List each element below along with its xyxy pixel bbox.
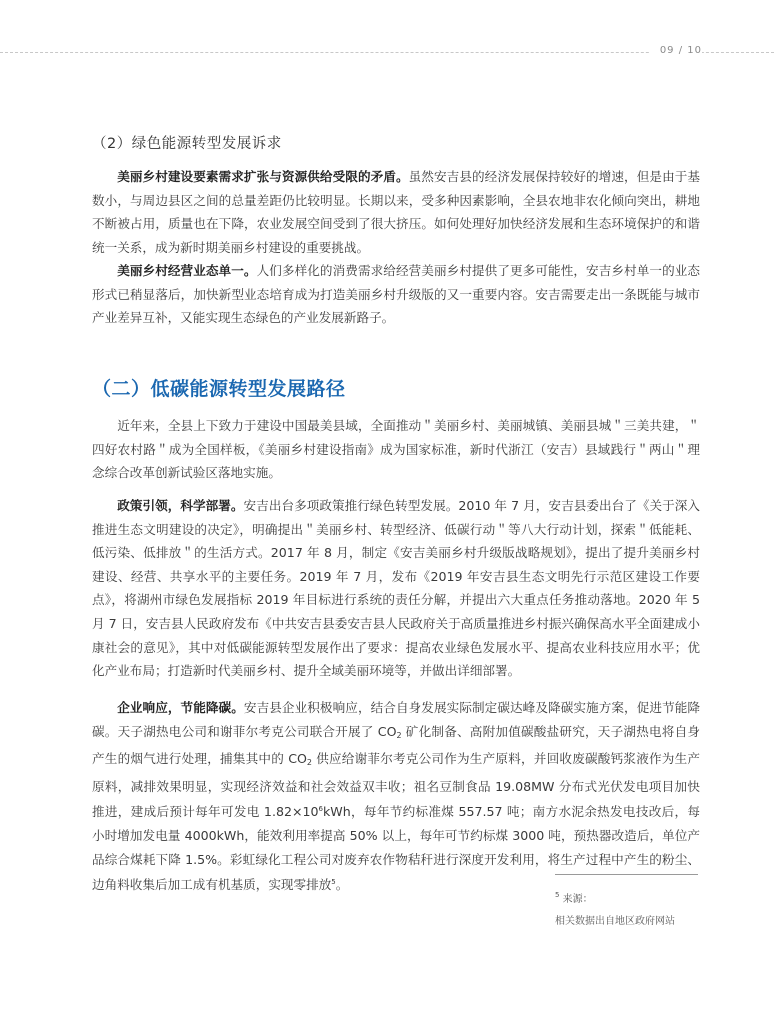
paragraph-body: 矿化制备、高附加值碳酸盐研究，天子湖热电将自身产生的烟气进行处理，捕集其中的 CO xyxy=(92,723,700,767)
page-number: 09 / 10 xyxy=(650,45,702,56)
footnote-marker: 5 xyxy=(555,891,560,899)
paragraph-lead: 企业响应，节能降碳。 xyxy=(117,700,244,715)
paragraph-body: 。 xyxy=(335,877,349,893)
footnote-source-label: 来源： xyxy=(562,894,593,905)
subscript: 2 xyxy=(396,730,402,740)
paragraph-single-format xyxy=(92,259,700,330)
section-heading-demand: （2）绿色能源转型发展诉求 xyxy=(92,136,282,152)
subscript: 2 xyxy=(306,758,312,768)
paragraph-body: 安吉县企业积极响应，结合自身发展实际制定碳达峰及降碳实施方案，促进节能降碳。天子湖热电公司和谢菲尔考克公司联合开展了 CO xyxy=(92,700,701,739)
paragraph-body: 安吉出台多项政策推行绿色转型发展。2010 年 7 月，安吉县委出台了《关于深入推进生态文明建设的决定》，明确提出＂美丽乡村、转型经济、低碳行动＂等八大行动计划，探索＂低能耗、低污染、低排放＂的生活方式。2017 年 8 月，制定《安吉美丽乡村升级版战略规划》，提出了提升美丽乡村建设、经营、共享水平的主要任务。2019 年 7 月，发布《2019 年安吉县生态文明先行示范区建设工作要点》，将湖州市绿色发展指标 2019 年目标进行系统的责任分解，并提出六大重点任务推动落地。2020 年 5 月 7 日，安吉县人民政府发布《中共安吉县委安吉县人民政府关于高质量推进乡村振兴确保高水平全面建成小康社会的意见》，其中对低碳能源转型发展作出了要求：提高农业绿色发展水平、提高农业科技应用水平；优化产业布局；打造新时代美丽乡村、提升全域美丽环境等，并做出详细部署。 xyxy=(92,498,701,679)
paragraph-lead: 政策引领，科学部署。 xyxy=(117,498,244,513)
paragraph-enterprise xyxy=(92,696,700,897)
footnote-ref[interactable]: 5 xyxy=(331,878,336,887)
paragraph-policy xyxy=(92,494,700,683)
paragraph-intro: 近年来，全县上下致力于建设中国最美县域，全面推动＂美丽乡村、美丽城镇、美丽县城＂三美共建，＂四好农村路＂成为全国样板，《美丽乡村建设指南》成为国家标准，新时代浙江（安吉）县域践行＂两山＂理念综合改革创新试验区落地实施。 xyxy=(92,418,700,481)
paragraph-body: 人们多样化的消费需求给经营美丽乡村提供了更多可能性，安吉乡村单一的业态形式已稍显落后，加快新型业态培育成为打造美丽乡村升级版的又一重要内容。安吉需要走出一条既能与城市产业差异互补，又能实现生态绿色的产业发展新路子。 xyxy=(92,263,701,326)
footnote-text: 相关数据出自地区政府网站 xyxy=(555,916,675,927)
paragraph-resource-conflict xyxy=(92,165,700,259)
superscript: 6 xyxy=(318,805,324,814)
paragraph-body: kWh，每年节约标准煤 557.57 吨；南方水泥余热发电技改后，每小时增加发电量 4000kWh，能效利用率提高 50% 以上，每年可节约标煤 3000 吨，预热器改造后，单位产品综合煤耗下降 1.5%。彩虹绿化工程公司对废弃农作物秸秆进行深度开发利用，将生产过程中产生的粉尘、边角料收集后加工成有机基质，实现零排放 xyxy=(92,804,700,893)
paragraph-body: 虽然安吉县的经济发展保持较好的增速，但是由于基数小，与周边县区之间的总量差距仍比较明显。长期以来，受多种因素影响，全县农地非农化倾向突出，耕地不断被占用，质量也在下降，农业发展空间受到了很大挤压。如何处理好加快经济发展和生态环境保护的和谐统一关系，成为新时期美丽乡村建设的重要挑战。 xyxy=(92,169,701,255)
footnote-rule xyxy=(555,874,698,875)
footnote-source xyxy=(555,890,593,905)
section-heading-path: （二）低碳能源转型发展路径 xyxy=(92,378,346,400)
paragraph-lead: 美丽乡村经营业态单一。 xyxy=(117,263,257,278)
paragraph-body: 供应给谢菲尔考克公司作为生产原料，并回收废碳酸钙浆液作为生产原料，减排效果明显，实现经济效益和社会效益双丰收；祖名豆制食品 19.08MW 分布式光伏发电项目加快推进，建成后预计每年可发电 1.82×10 xyxy=(92,751,700,820)
paragraph-lead: 美丽乡村建设要素需求扩张与资源供给受限的矛盾。 xyxy=(117,169,409,184)
